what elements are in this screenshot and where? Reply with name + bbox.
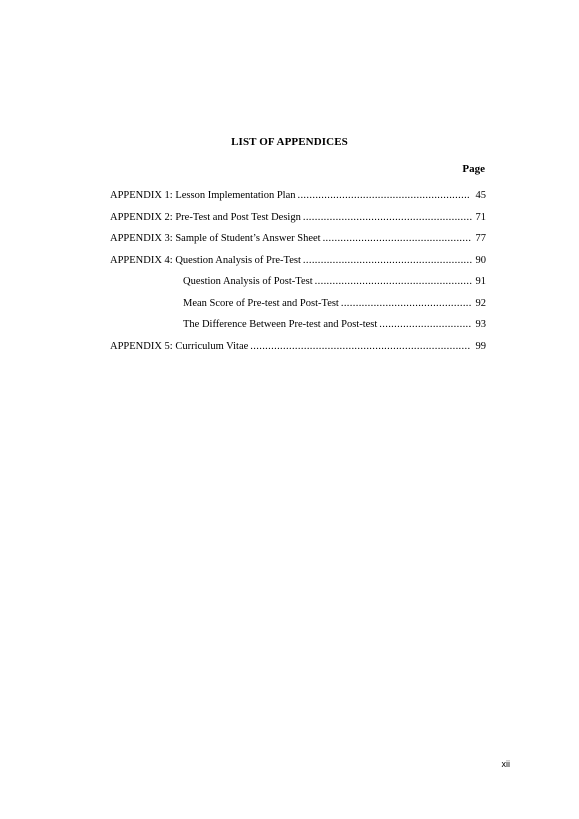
appendix-entry-page: 77 [475, 233, 486, 244]
dot-leader: .................................................. [322, 233, 472, 244]
page-title: LIST OF APPENDICES [231, 136, 348, 148]
appendix-entry [110, 255, 486, 277]
appendix-entry [110, 341, 486, 363]
appendix-list [110, 190, 486, 362]
appendix-entry [110, 190, 486, 212]
appendix-subentry-page: 93 [475, 319, 486, 330]
footer-page-number: xii [501, 759, 510, 769]
appendix-entry-page: 99 [475, 340, 486, 352]
dot-leader: ............................................ [340, 297, 472, 309]
page-column-header: Page [462, 163, 485, 175]
appendix-entry-page: 90 [475, 254, 486, 266]
appendix-subentry-page: 92 [475, 297, 486, 309]
appendix-subentry-label: Mean Score of Pre-test and Post-Test [183, 297, 339, 309]
dot-leader: ......................................................... [302, 211, 473, 223]
appendix-subentry [110, 276, 486, 298]
appendix-entry-page: 71 [475, 211, 486, 223]
dot-leader: .......................................................................... [250, 340, 471, 352]
appendix-entry-page: 45 [475, 190, 486, 201]
appendix-entry-label: APPENDIX 5: Curriculum Vitae [110, 340, 249, 352]
appendix-entry-label: APPENDIX 3: Sample of Student’s Answer Sheet [110, 233, 321, 244]
appendix-subentry-page: 91 [475, 276, 486, 287]
dot-leader: .......................................................... [297, 190, 471, 201]
appendix-entry [110, 233, 486, 255]
dot-leader: ..................................................... [314, 276, 473, 287]
appendix-subentry [110, 319, 486, 341]
dot-leader: ......................................................... [302, 254, 473, 266]
appendix-subentry [110, 298, 486, 320]
appendix-subentry-label: The Difference Between Pre-test and Post-test [183, 319, 378, 330]
appendix-entry-label: APPENDIX 1: Lesson Implementation Plan [110, 190, 296, 201]
appendix-subentry-label: Question Analysis of Post-Test [183, 276, 313, 287]
dot-leader: ............................... [379, 319, 472, 330]
appendix-entry-label: APPENDIX 2: Pre-Test and Post Test Design [110, 211, 301, 223]
appendix-entry [110, 212, 486, 234]
appendix-entry-label: APPENDIX 4: Question Analysis of Pre-Test [110, 254, 301, 266]
